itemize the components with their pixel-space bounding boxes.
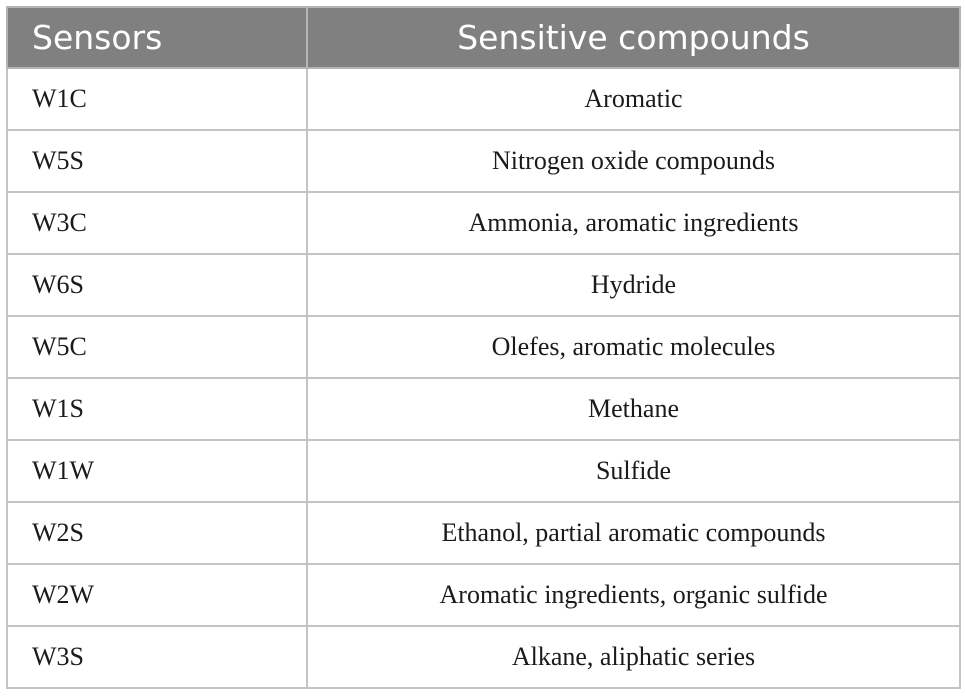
sensor-cell: W1S [7, 378, 307, 440]
table-row [7, 316, 960, 378]
table-row [7, 502, 960, 564]
compounds-cell: Alkane, aliphatic series [307, 626, 960, 688]
header-row [7, 7, 960, 68]
table-row [7, 564, 960, 626]
sensor-cell: W5C [7, 316, 307, 378]
header-sensitive-compounds: Sensitive compounds [307, 7, 960, 68]
table-body [7, 68, 960, 688]
table-row [7, 378, 960, 440]
compounds-cell: Olefes, aromatic molecules [307, 316, 960, 378]
sensor-cell: W6S [7, 254, 307, 316]
sensor-cell: W5S [7, 130, 307, 192]
table-header [7, 7, 960, 68]
sensor-cell: W2W [7, 564, 307, 626]
table-row [7, 626, 960, 688]
sensor-cell: W1W [7, 440, 307, 502]
compounds-cell: Methane [307, 378, 960, 440]
compounds-cell: Aromatic [307, 68, 960, 130]
sensor-compounds-table [6, 6, 961, 689]
sensor-cell: W3S [7, 626, 307, 688]
sensor-cell: W2S [7, 502, 307, 564]
sensor-cell: W1C [7, 68, 307, 130]
table-row [7, 192, 960, 254]
compounds-cell: Nitrogen oxide compounds [307, 130, 960, 192]
compounds-cell: Hydride [307, 254, 960, 316]
table-row [7, 254, 960, 316]
table-row [7, 440, 960, 502]
compounds-cell: Ethanol, partial aromatic compounds [307, 502, 960, 564]
table-row [7, 68, 960, 130]
sensor-cell: W3C [7, 192, 307, 254]
table-row [7, 130, 960, 192]
compounds-cell: Sulfide [307, 440, 960, 502]
header-sensors: Sensors [7, 7, 307, 68]
compounds-cell: Ammonia, aromatic ingredients [307, 192, 960, 254]
compounds-cell: Aromatic ingredients, organic sulfide [307, 564, 960, 626]
